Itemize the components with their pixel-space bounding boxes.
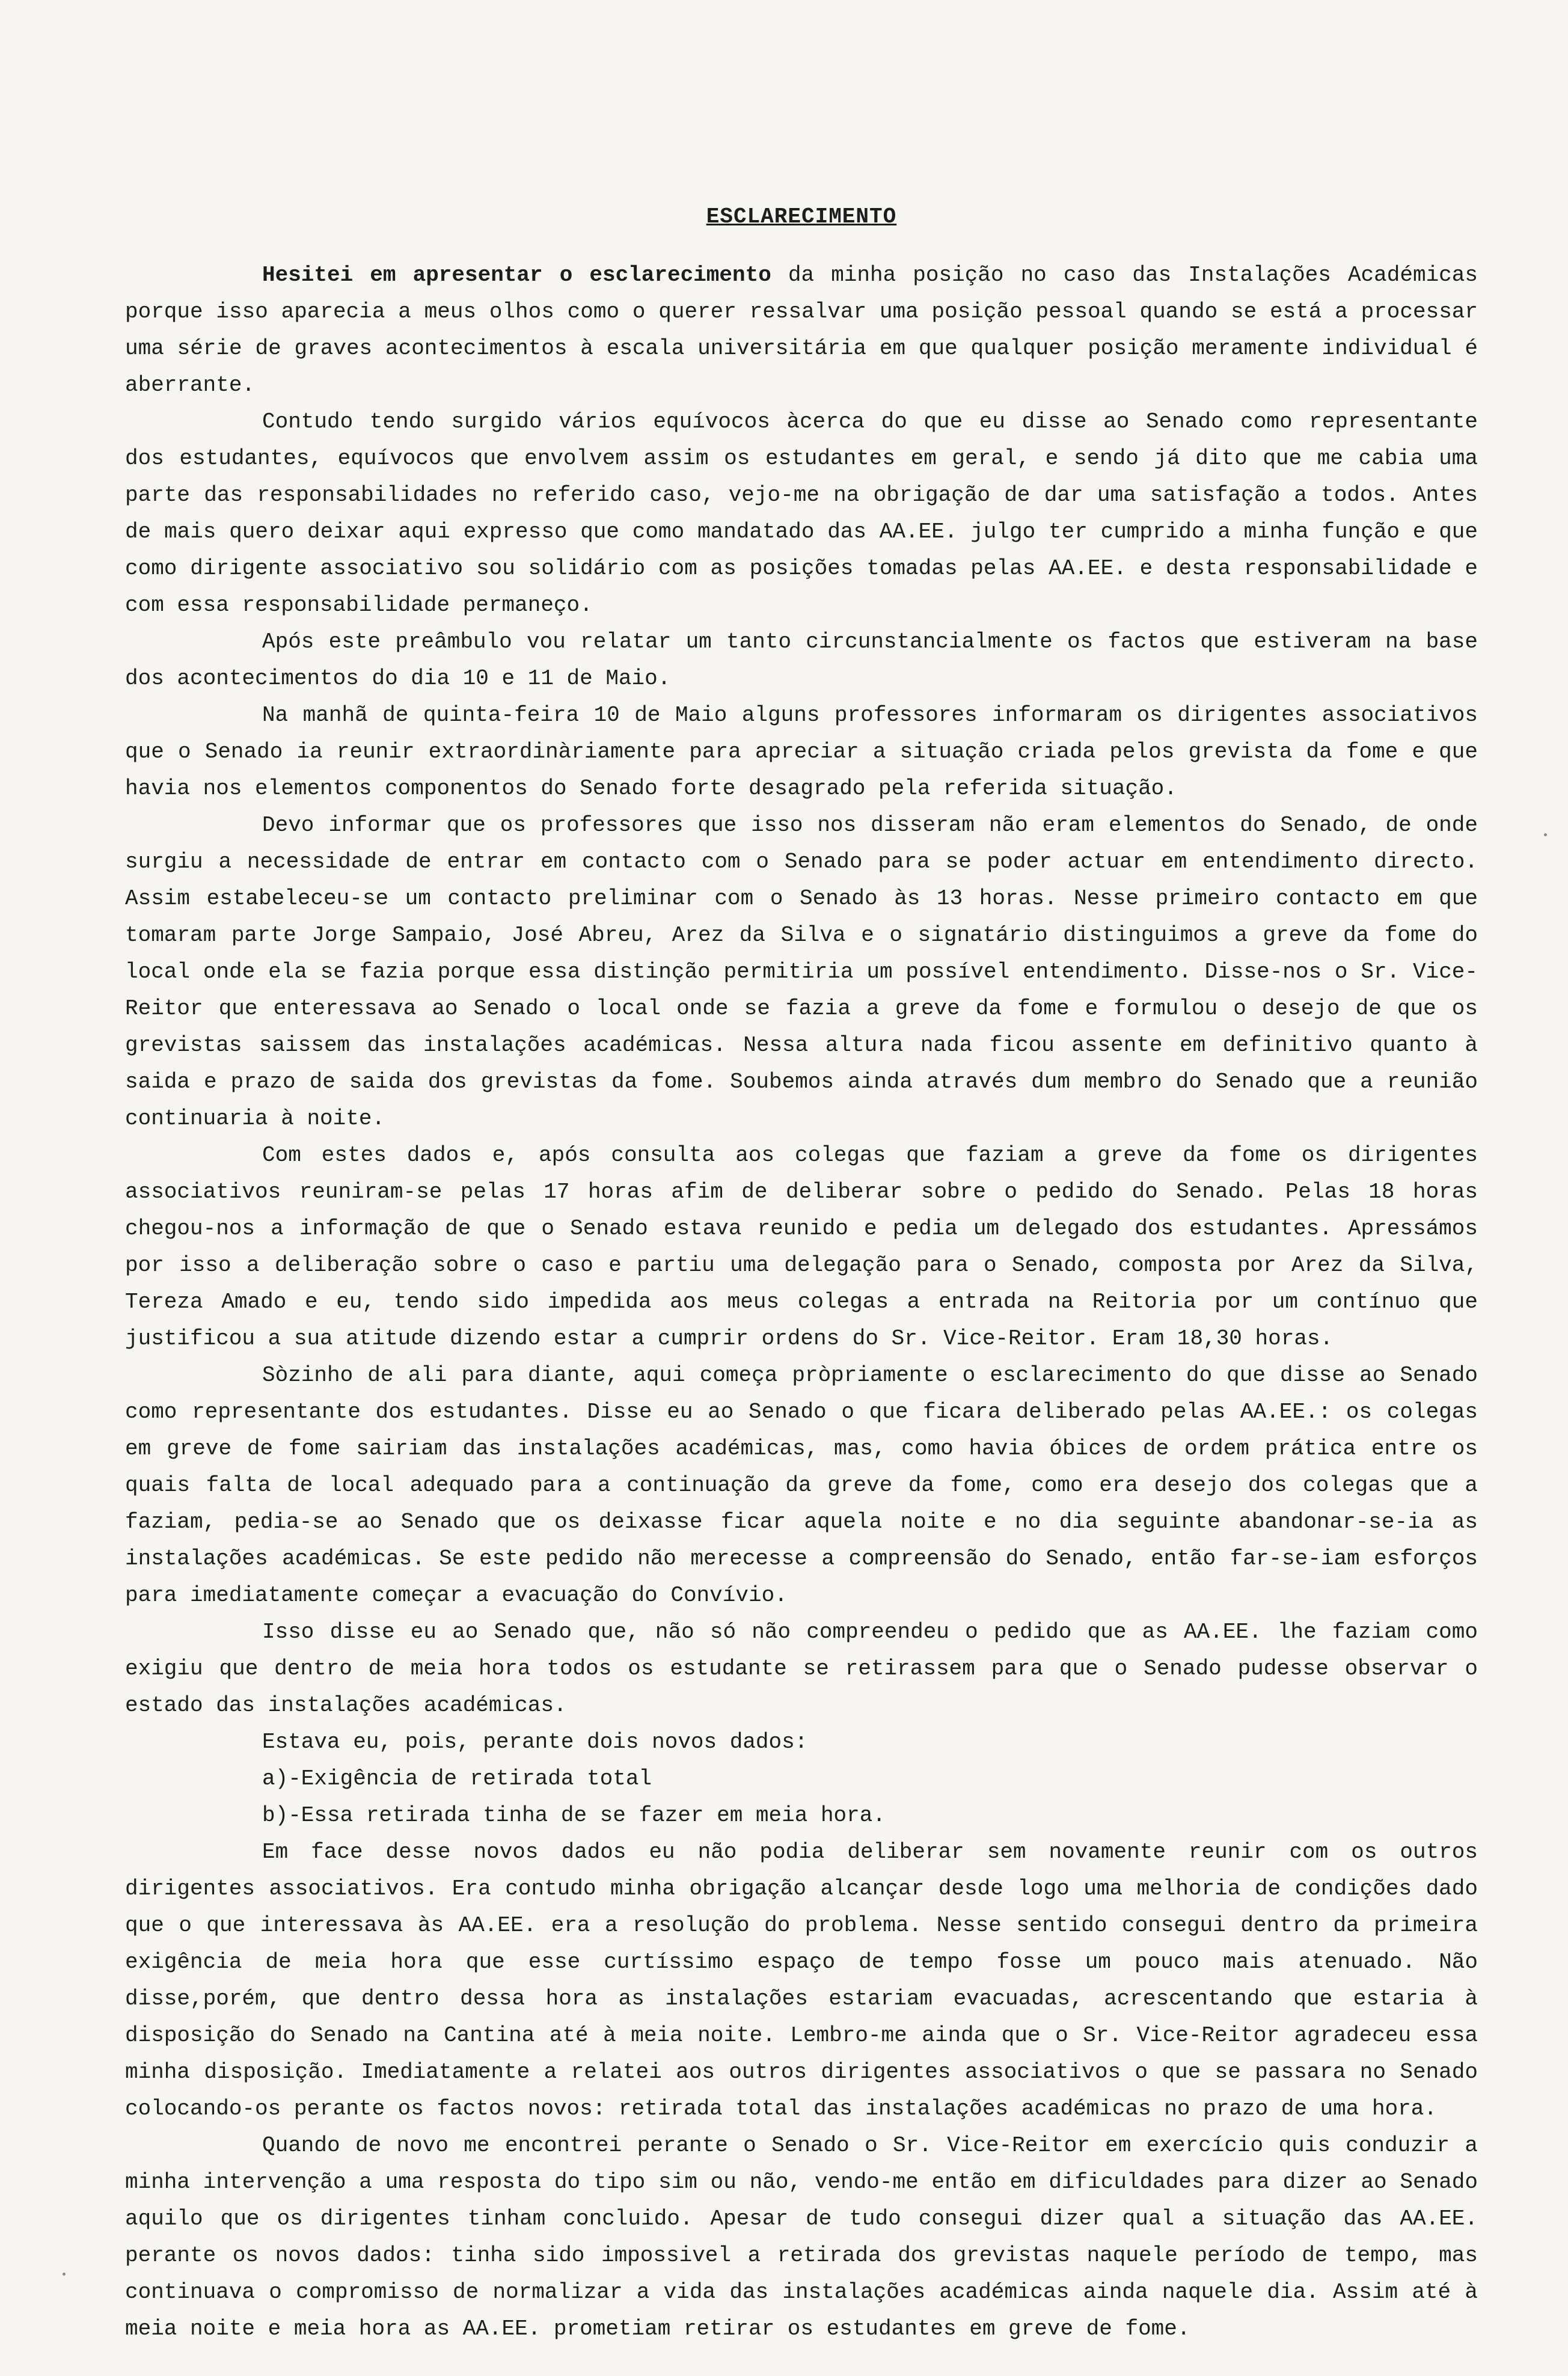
scan-speck [1544,833,1547,836]
paragraph-4: Na manhã de quinta-feira 10 de Maio alguns professores informaram os dirigentes associativos que o Senado ia reunir extraordinàriamente para apreciar a situação criada pelos grevista da fome e que havia nos elementos componentos do Senado forte desagrado pela referida situação. [125,703,1478,801]
paragraph-9: Estava eu, pois, perante dois novos dados: [262,1730,808,1754]
paragraph-5: Devo informar que os professores que isso nos disseram não eram elementos do Senado, de onde surgiu a necessidade de entrar em contacto com o Senado para se poder actuar em entendimento directo. Assim estabeleceu-se um contacto preliminar com o Senado às 13 horas. Nesse primeiro contacto em que tomaram parte Jorge Sampaio, José Abreu, Arez da Silva e o signatário distinguimos a greve da fome do local onde ela se fazia porque essa distinção permitiria um possível entendimento. Disse-nos o Sr. Vice-Reitor que enteressava ao Senado o local onde se fazia a greve da fome e formulou o desejo de que os grevistas saissem das instalações académicas. Nessa altura nada ficou assente em definitivo quanto à saida e prazo de saida dos grevistas da fome. Soubemos ainda através dum membro do Senado que a reunião continuaria à noite. [125,813,1478,1131]
paragraph-2: Contudo tendo surgido vários equívocos àcerca do que eu disse ao Senado como representante dos estudantes, equívocos que envolvem assim os estudantes em geral, e sendo já dito que me cabia uma parte das responsabilidades no referido caso, vejo-me na obrigação de dar uma satisfação a todos. Antes de mais quero deixar aqui expresso que como mandatado das AA.EE. julgo ter cumprido a minha função e que como dirigente associativo sou solidário com as posições tomadas pelas AA.EE. e desta responsabilidade e com essa responsabilidade permaneço. [125,409,1478,617]
paragraph-11: Quando de novo me encontrei perante o Senado o Sr. Vice-Reitor em exercício quis conduzir a minha intervenção a uma resposta do tipo sim ou não, vendo-me então em dificuldades para dizer ao Senado aquilo que os dirigentes tinham concluido. Apesar de tudo consegui dizer qual a situação das AA.EE. perante os novos dados: tinha sido impossivel a retirada dos grevistas naquele período de tempo, mas continuava o compromisso de normalizar a vida das instalações académicas ainda naquele dia. Assim até à meia noite e meia hora as AA.EE. prometiam retirar os estudantes em greve de fome. [125,2133,1478,2341]
document-body [125,257,1478,2347]
scan-speck [63,2273,66,2276]
paragraph-8: Isso disse eu ao Senado que, não só não compreendeu o pedido que as AA.EE. lhe faziam como exigiu que dentro de meia hora todos os estudante se retirassem para que o Senado pudesse observar o estado das instalações académicas. [125,1620,1478,1718]
paragraph-text: da minha posição no caso das Instalações Académicas porque isso aparecia a meus olhos como o querer ressalvar uma posição pessoal quando se está a processar uma série de graves acontecimentos à escala universitária em que qualquer posição meramente individual é aberrante. [125,263,1478,397]
paragraph-7: Sòzinho de ali para diante, aqui começa pròpriamente o esclarecimento do que disse ao Senado como representante dos estudantes. Disse eu ao Senado o que ficara deliberado pelas AA.EE.: os colegas em greve de fome sairiam das instalações académicas, mas, como havia óbices de ordem prática entre os quais falta de local adequado para a continuação da greve da fome, como era desejo dos colegas que a faziam, pedia-se ao Senado que os deixasse ficar aquela noite e no dia seguinte abandonar-se-ia as instalações académicas. Se este pedido não merecesse a compreensão do Senado, então far-se-iam esforços para imediatamente começar a evacuação do Convívio. [125,1363,1478,1608]
paragraph-3: Após este preâmbulo vou relatar um tanto circunstancialmente os factos que estiveram na base dos acontecimentos do dia 10 e 11 de Maio. [125,629,1478,691]
list-item-b: b)-Essa retirada tinha de se fazer em meia hora. [262,1803,886,1828]
paragraph-1 [125,257,1478,403]
paragraph-10: Em face desse novos dados eu não podia deliberar sem novamente reunir com os outros dirigentes associativos. Era contudo minha obrigação alcançar desde logo uma melhoria de condições dado que o que interessava às AA.EE. era a resolução do problema. Nesse sentido consegui dentro da primeira exigência de meia hora que esse curtíssimo espaço de tempo fosse um pouco mais atenuado. Não disse,porém, que dentro dessa hora as instalações estariam evacuadas, acrescentando que estaria à disposição do Senado na Cantina até à meia noite. Lembro-me ainda que o Sr. Vice-Reitor agradeceu essa minha disposição. Imediatamente a relatei aos outros dirigentes associativos o que se passara no Senado colocando-os perante os factos novos: retirada total das instalações académicas no prazo de uma hora. [125,1840,1478,2121]
document-title: ESCLARECIMENTO [706,204,897,229]
document-page [125,204,1478,2347]
paragraph-lead: Hesitei em apresentar o esclarecimento [262,263,771,287]
paragraph-6: Com estes dados e, após consulta aos colegas que faziam a greve da fome os dirigentes associativos reuniram-se pelas 17 horas afim de deliberar sobre o pedido do Senado. Pelas 18 horas chegou-nos a informação de que o Senado estava reunido e pedia um delegado dos estudantes. Apressámos por isso a deliberação sobre o caso e partiu uma delegação para o Senado, composta por Arez da Silva, Tereza Amado e eu, tendo sido impedida aos meus colegas a entrada na Reitoria por um contínuo que justificou a sua atitude dizendo estar a cumprir ordens do Sr. Vice-Reitor. Eram 18,30 horas. [125,1143,1478,1351]
list-item-a: a)-Exigência de retirada total [262,1766,652,1791]
